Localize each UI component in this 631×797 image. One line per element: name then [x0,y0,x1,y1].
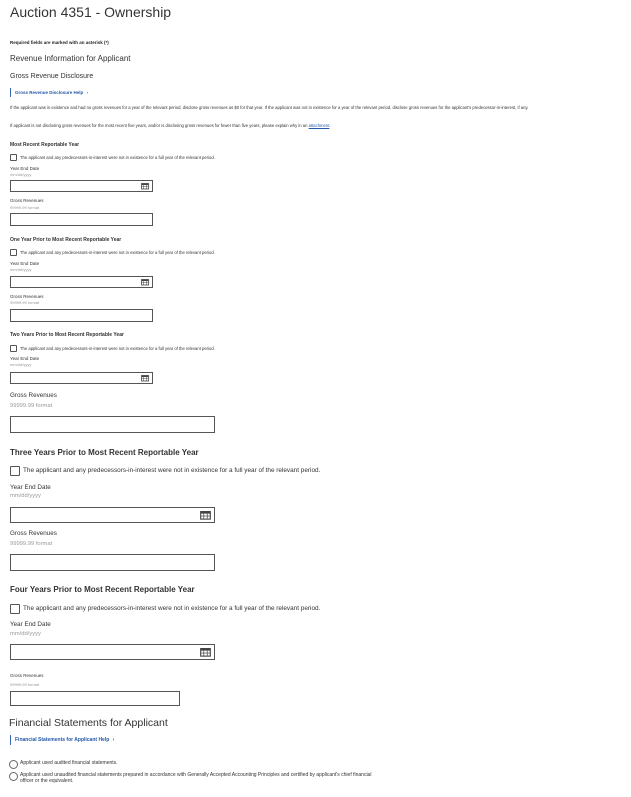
gross-revenues-label: Gross Revenues [10,198,44,203]
year-heading-two-prior: Two Years Prior to Most Recent Reportable Year [10,332,124,338]
gross-revenues-label: Gross Revenues [10,673,44,678]
gross-revenues-label: Gross Revenues [10,530,57,537]
date-format-hint: mm/dd/yyyy [10,267,32,272]
date-format-hint: mm/dd/yyyy [10,172,32,177]
year0-gross-revenues-input[interactable] [10,213,153,226]
year1-end-date-input[interactable] [10,276,153,288]
calendar-icon[interactable] [200,510,211,520]
page-title: Auction 4351 - Ownership [10,4,172,20]
calendar-icon[interactable] [141,375,149,382]
gross-revenues-label: Gross Revenues [10,294,44,299]
gross-revenue-help-link[interactable] [10,88,88,97]
unaudited-statements-radio[interactable] [9,772,18,781]
year2-gross-revenues-input[interactable] [10,416,215,433]
year1-gross-revenues-input[interactable] [10,309,153,322]
year-end-date-label: Year End Date [10,484,51,491]
year2-end-date-input[interactable] [10,372,153,384]
chevron-right-icon: › [86,90,89,95]
year-end-date-label: Year End Date [10,621,51,628]
date-format-hint: mm/dd/yyyy [10,493,41,499]
attachment-instructions-end: . [329,123,331,128]
year-heading-most-recent: Most Recent Reportable Year [10,142,80,148]
checkbox-label: The applicant and any predecessors-in-interest were not in existence for a full year of the relevant period. [20,249,215,255]
gross-revenues-format-hint: 99999.99 format [10,205,40,210]
audited-statements-label: Applicant used audited financial statements. [20,760,118,766]
year4-end-date-input[interactable] [10,644,215,660]
gross-revenues-label: Gross Revenues [10,392,57,399]
year-heading-four-prior: Four Years Prior to Most Recent Reportable Year [10,585,195,594]
calendar-icon[interactable] [141,183,149,190]
checkbox-label: The applicant and any predecessors-in-interest were not in existence for a full year of the relevant period. [23,605,321,612]
gross-revenues-format-hint: 99999.99 format [10,403,53,409]
date-format-hint: mm/dd/yyyy [10,631,41,637]
year-end-date-label: Year End Date [10,261,40,266]
year0-not-in-existence-checkbox[interactable] [10,154,17,161]
year-end-date-label: Year End Date [10,166,40,171]
year3-not-in-existence-checkbox[interactable] [10,466,20,476]
year0-end-date-input[interactable] [10,180,153,192]
year-heading-three-prior: Three Years Prior to Most Recent Reportable Year [10,448,199,457]
date-format-hint: mm/dd/yyyy [10,362,32,367]
help-link-label: Gross Revenue Disclosure Help [15,90,84,95]
year3-end-date-input[interactable] [10,507,215,523]
chevron-right-icon: › [112,737,115,743]
attachment-instructions-text: If applicant is not disclosing gross revenues for the most recent five years, and/or is disclosing gross revenues for fewer than five years, please explain why in an [10,123,309,128]
year3-gross-revenues-input[interactable] [10,554,215,571]
checkbox-label: The applicant and any predecessors-in-interest were not in existence for a full year of the relevant period. [23,467,321,474]
year4-gross-revenues-input[interactable] [10,691,180,706]
help-link-label: Financial Statements for Applicant Help [15,737,110,743]
audited-statements-radio[interactable] [9,760,18,769]
year2-not-in-existence-checkbox[interactable] [10,345,17,352]
financial-statements-heading: Financial Statements for Applicant [9,717,168,729]
disclosure-instructions: If the applicant was in existence and had no gross revenues for a year of the relevant period, disclose gross revenues as $0 for that year. If the applicant was not in existence for a year of the relevant period, disclose gross revenues for the applicant's predecessor-in-interest, if any. [10,105,529,110]
checkbox-label: The applicant and any predecessors-in-interest were not in existence for a full year of the relevant period. [20,345,215,351]
attachment-link[interactable]: attachment [308,123,330,128]
revenue-section-heading: Revenue Information for Applicant [10,54,131,63]
attachment-instructions [10,123,622,129]
gross-revenues-format-hint: 99999.99 format [10,300,40,305]
gross-revenues-format-hint: 99999.99 format [10,682,40,687]
gross-revenue-disclosure-heading: Gross Revenue Disclosure [10,73,94,80]
year-end-date-label: Year End Date [10,356,40,361]
year1-not-in-existence-checkbox[interactable] [10,249,17,256]
year-heading-one-prior: One Year Prior to Most Recent Reportable Year [10,237,122,243]
unaudited-statements-label: Applicant used unaudited financial statements prepared in accordance with Generally Accepted Accounting Principles and certified by applicant's chief financial officer or the equivalent. [20,772,372,784]
gross-revenues-format-hint: 99999.99 format [10,541,53,547]
checkbox-label: The applicant and any predecessors-in-interest were not in existence for a full year of the relevant period. [20,154,215,160]
financial-statements-help-link[interactable] [10,735,114,745]
calendar-icon[interactable] [141,279,149,286]
year4-not-in-existence-checkbox[interactable] [10,604,20,614]
required-fields-note: Required fields are marked with an asterisk (*) [10,40,109,45]
calendar-icon[interactable] [200,647,211,657]
